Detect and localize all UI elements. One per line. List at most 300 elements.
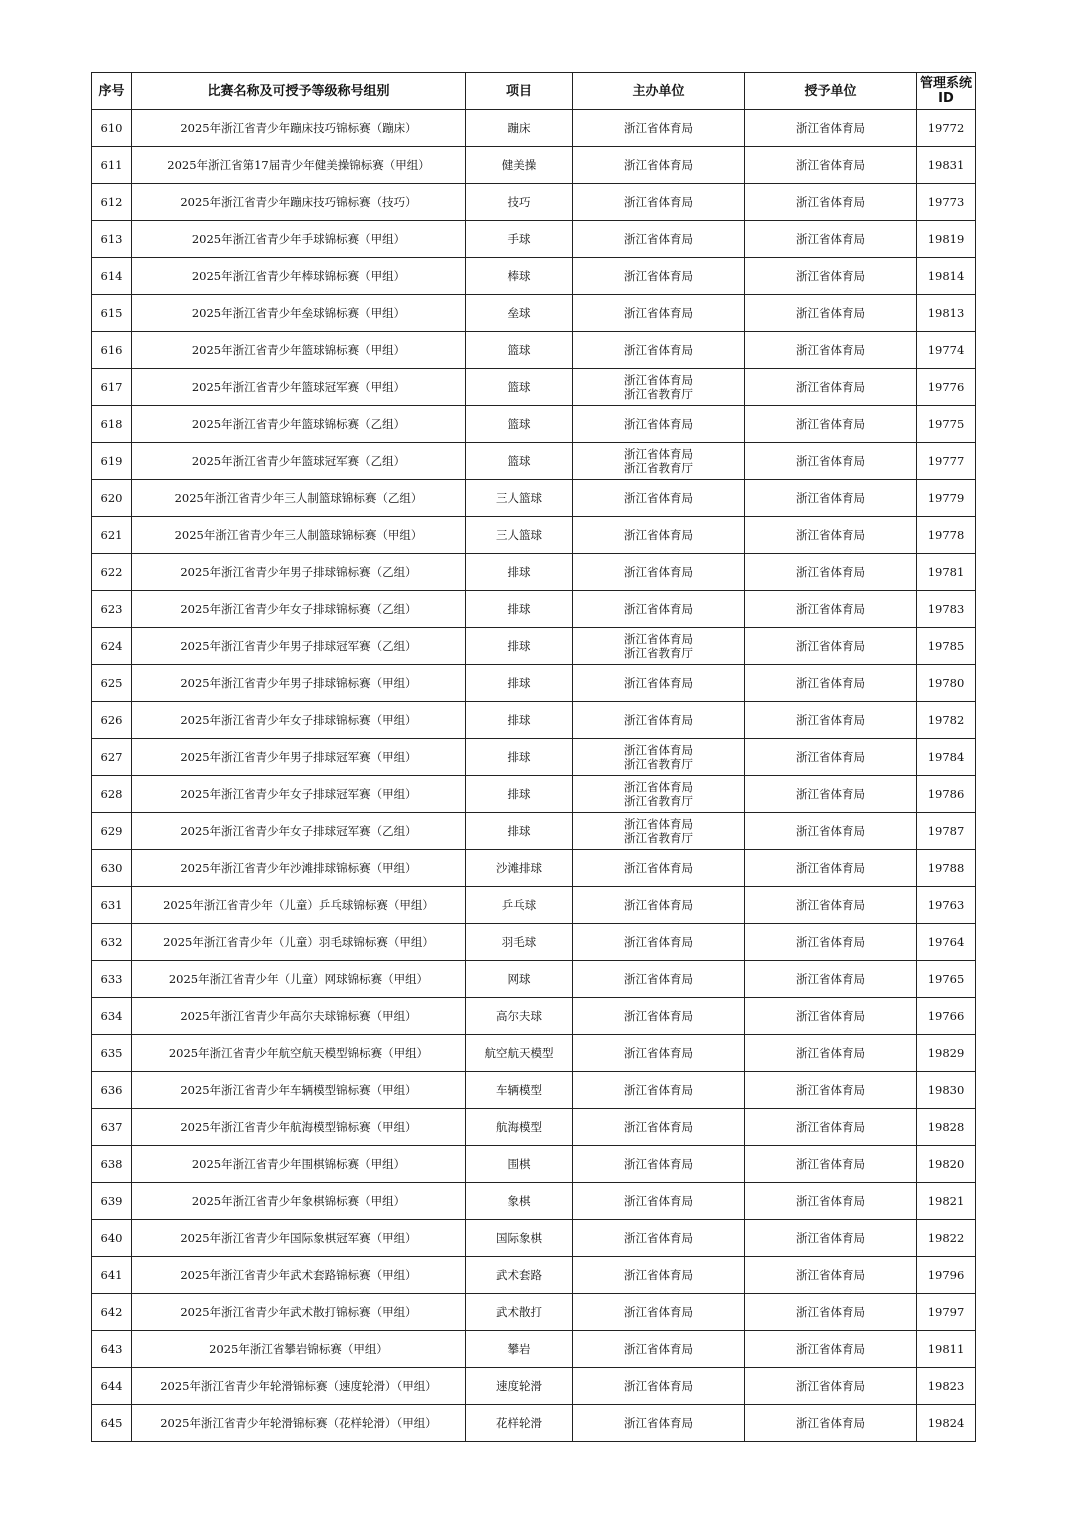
organizer-line: 浙江省体育局 [624,269,693,283]
competition-name-cell: 2025年浙江省青少年沙滩排球锦标赛（甲组） [132,850,466,887]
table-row [92,258,976,295]
seq-cell: 630 [92,850,132,887]
system-id-cell: 19797 [917,1294,976,1331]
system-id-cell: 19784 [917,739,976,776]
system-id-cell: 19829 [917,1035,976,1072]
organizer-cell [573,1072,745,1109]
organizer-cell [573,1035,745,1072]
header-system-id [917,73,976,110]
sport-cell: 技巧 [466,184,573,221]
seq-cell: 633 [92,961,132,998]
system-id-cell: 19772 [917,110,976,147]
competition-name-cell: 2025年浙江省青少年篮球锦标赛（乙组） [132,406,466,443]
sport-cell: 围棋 [466,1146,573,1183]
organizer-cell [573,998,745,1035]
sport-cell: 航空航天模型 [466,1035,573,1072]
system-id-cell: 19823 [917,1368,976,1405]
header-system-id-line1: 管理系统 [919,76,972,91]
seq-cell: 629 [92,813,132,850]
system-id-cell: 19830 [917,1072,976,1109]
system-id-cell: 19786 [917,776,976,813]
seq-cell: 634 [92,998,132,1035]
seq-cell: 623 [92,591,132,628]
system-id-cell: 19782 [917,702,976,739]
organizer-cell [573,517,745,554]
header-seq: 序号 [92,73,132,110]
grantor-cell: 浙江省体育局 [745,887,917,924]
competition-name-cell: 2025年浙江省青少年轮滑锦标赛（花样轮滑）（甲组） [132,1405,466,1442]
table-row [92,1294,976,1331]
grantor-cell: 浙江省体育局 [745,332,917,369]
organizer-line: 浙江省体育局 [624,1379,693,1393]
competition-name-cell: 2025年浙江省青少年航空航天模型锦标赛（甲组） [132,1035,466,1072]
system-id-cell: 19763 [917,887,976,924]
competition-name-cell: 2025年浙江省青少年男子排球冠军赛（甲组） [132,739,466,776]
organizer-line: 浙江省体育局 [624,1231,693,1245]
organizer-line: 浙江省体育局 [624,632,693,646]
competition-name-cell: 2025年浙江省青少年男子排球冠军赛（乙组） [132,628,466,665]
system-id-cell: 19778 [917,517,976,554]
organizer-line: 浙江省体育局 [624,195,693,209]
header-row [92,73,976,110]
grantor-cell: 浙江省体育局 [745,554,917,591]
organizer-line: 浙江省体育局 [624,373,693,387]
table-row [92,665,976,702]
seq-cell: 614 [92,258,132,295]
seq-cell: 620 [92,480,132,517]
table-row [92,184,976,221]
organizer-line: 浙江省体育局 [624,343,693,357]
organizer-line: 浙江省体育局 [624,1046,693,1060]
system-id-cell: 19766 [917,998,976,1035]
organizer-cell [573,1294,745,1331]
seq-cell: 645 [92,1405,132,1442]
competition-name-cell: 2025年浙江省青少年女子排球冠军赛（乙组） [132,813,466,850]
sport-cell: 排球 [466,813,573,850]
grantor-cell: 浙江省体育局 [745,1035,917,1072]
sport-cell: 排球 [466,554,573,591]
organizer-line: 浙江省体育局 [624,565,693,579]
system-id-cell: 19764 [917,924,976,961]
table-row [92,147,976,184]
table-row [92,1035,976,1072]
organizer-line: 浙江省体育局 [624,935,693,949]
grantor-cell: 浙江省体育局 [745,850,917,887]
table-row [92,480,976,517]
organizer-line: 浙江省体育局 [624,1194,693,1208]
competition-name-cell: 2025年浙江省青少年航海模型锦标赛（甲组） [132,1109,466,1146]
seq-cell: 626 [92,702,132,739]
competition-name-cell: 2025年浙江省青少年象棋锦标赛（甲组） [132,1183,466,1220]
organizer-line: 浙江省教育厅 [624,757,693,771]
sport-cell: 篮球 [466,443,573,480]
organizer-cell [573,110,745,147]
sport-cell: 武术套路 [466,1257,573,1294]
sport-cell: 健美操 [466,147,573,184]
system-id-cell: 19824 [917,1405,976,1442]
system-id-cell: 19777 [917,443,976,480]
seq-cell: 621 [92,517,132,554]
system-id-cell: 19775 [917,406,976,443]
organizer-line: 浙江省体育局 [624,417,693,431]
table-row [92,998,976,1035]
sport-cell: 攀岩 [466,1331,573,1368]
seq-cell: 617 [92,369,132,406]
grantor-cell: 浙江省体育局 [745,1257,917,1294]
competition-name-cell: 2025年浙江省青少年（儿童）乒乓球锦标赛（甲组） [132,887,466,924]
organizer-cell [573,776,745,813]
table-row [92,1257,976,1294]
table-row [92,406,976,443]
grantor-cell: 浙江省体育局 [745,702,917,739]
organizer-cell [573,1331,745,1368]
organizer-cell [573,628,745,665]
system-id-cell: 19831 [917,147,976,184]
seq-cell: 625 [92,665,132,702]
grantor-cell: 浙江省体育局 [745,998,917,1035]
seq-cell: 627 [92,739,132,776]
organizer-cell [573,702,745,739]
table-row [92,1072,976,1109]
grantor-cell: 浙江省体育局 [745,369,917,406]
system-id-cell: 19776 [917,369,976,406]
organizer-line: 浙江省教育厅 [624,794,693,808]
system-id-cell: 19781 [917,554,976,591]
organizer-cell [573,1368,745,1405]
organizer-line: 浙江省教育厅 [624,831,693,845]
organizer-line: 浙江省体育局 [624,1416,693,1430]
organizer-cell [573,480,745,517]
sport-cell: 国际象棋 [466,1220,573,1257]
table-row [92,443,976,480]
organizer-cell [573,332,745,369]
sport-cell: 三人篮球 [466,480,573,517]
organizer-line: 浙江省教育厅 [624,646,693,660]
seq-cell: 612 [92,184,132,221]
seq-cell: 635 [92,1035,132,1072]
seq-cell: 638 [92,1146,132,1183]
table-row [92,628,976,665]
competition-name-cell: 2025年浙江省青少年国际象棋冠军赛（甲组） [132,1220,466,1257]
competition-name-cell: 2025年浙江省青少年篮球冠军赛（甲组） [132,369,466,406]
organizer-cell [573,665,745,702]
seq-cell: 610 [92,110,132,147]
header-system-id-line2: ID [938,91,954,106]
organizer-cell [573,443,745,480]
competition-name-cell: 2025年浙江省青少年垒球锦标赛（甲组） [132,295,466,332]
organizer-line: 浙江省体育局 [624,1083,693,1097]
competition-name-cell: 2025年浙江省第17届青少年健美操锦标赛（甲组） [132,147,466,184]
competition-name-cell: 2025年浙江省青少年武术散打锦标赛（甲组） [132,1294,466,1331]
seq-cell: 631 [92,887,132,924]
system-id-cell: 19813 [917,295,976,332]
grantor-cell: 浙江省体育局 [745,1405,917,1442]
grantor-cell: 浙江省体育局 [745,1331,917,1368]
competition-name-cell: 2025年浙江省青少年棒球锦标赛（甲组） [132,258,466,295]
table-row [92,110,976,147]
table-row [92,1109,976,1146]
table-row [92,1331,976,1368]
sport-cell: 排球 [466,591,573,628]
organizer-line: 浙江省体育局 [624,1157,693,1171]
sport-cell: 排球 [466,776,573,813]
table-row [92,517,976,554]
organizer-line: 浙江省体育局 [624,1305,693,1319]
competition-name-cell: 2025年浙江省青少年高尔夫球锦标赛（甲组） [132,998,466,1035]
sport-cell: 乒乓球 [466,887,573,924]
sport-cell: 排球 [466,665,573,702]
grantor-cell: 浙江省体育局 [745,961,917,998]
competition-name-cell: 2025年浙江省青少年篮球锦标赛（甲组） [132,332,466,369]
seq-cell: 624 [92,628,132,665]
system-id-cell: 19773 [917,184,976,221]
competition-name-cell: 2025年浙江省青少年蹦床技巧锦标赛（蹦床） [132,110,466,147]
organizer-cell [573,1220,745,1257]
sport-cell: 象棋 [466,1183,573,1220]
competition-name-cell: 2025年浙江省青少年三人制篮球锦标赛（乙组） [132,480,466,517]
system-id-cell: 19821 [917,1183,976,1220]
organizer-cell [573,184,745,221]
sport-cell: 篮球 [466,406,573,443]
organizer-cell [573,406,745,443]
table-row [92,295,976,332]
grantor-cell: 浙江省体育局 [745,776,917,813]
table-body [92,110,976,1442]
competition-name-cell: 2025年浙江省青少年男子排球锦标赛（甲组） [132,665,466,702]
seq-cell: 636 [92,1072,132,1109]
sport-cell: 棒球 [466,258,573,295]
grantor-cell: 浙江省体育局 [745,665,917,702]
organizer-line: 浙江省体育局 [624,158,693,172]
sport-cell: 车辆模型 [466,1072,573,1109]
table-row [92,221,976,258]
seq-cell: 643 [92,1331,132,1368]
sport-cell: 三人篮球 [466,517,573,554]
organizer-cell [573,554,745,591]
system-id-cell: 19814 [917,258,976,295]
grantor-cell: 浙江省体育局 [745,184,917,221]
seq-cell: 616 [92,332,132,369]
table-row [92,591,976,628]
seq-cell: 615 [92,295,132,332]
organizer-line: 浙江省体育局 [624,817,693,831]
sport-cell: 航海模型 [466,1109,573,1146]
organizer-line: 浙江省体育局 [624,676,693,690]
organizer-cell [573,961,745,998]
sport-cell: 排球 [466,702,573,739]
grantor-cell: 浙江省体育局 [745,406,917,443]
seq-cell: 644 [92,1368,132,1405]
grantor-cell: 浙江省体育局 [745,628,917,665]
system-id-cell: 19779 [917,480,976,517]
competition-name-cell: 2025年浙江省青少年武术套路锦标赛（甲组） [132,1257,466,1294]
organizer-cell [573,1257,745,1294]
seq-cell: 637 [92,1109,132,1146]
grantor-cell: 浙江省体育局 [745,295,917,332]
grantor-cell: 浙江省体育局 [745,739,917,776]
organizer-cell [573,924,745,961]
competition-name-cell: 2025年浙江省青少年手球锦标赛（甲组） [132,221,466,258]
organizer-cell [573,813,745,850]
grantor-cell: 浙江省体育局 [745,1072,917,1109]
sport-cell: 蹦床 [466,110,573,147]
seq-cell: 639 [92,1183,132,1220]
organizer-line: 浙江省体育局 [624,121,693,135]
organizer-line: 浙江省体育局 [624,1009,693,1023]
sport-cell: 垒球 [466,295,573,332]
grantor-cell: 浙江省体育局 [745,591,917,628]
organizer-cell [573,591,745,628]
sport-cell: 网球 [466,961,573,998]
competition-name-cell: 2025年浙江省青少年围棋锦标赛（甲组） [132,1146,466,1183]
organizer-line: 浙江省体育局 [624,1342,693,1356]
competition-name-cell: 2025年浙江省青少年女子排球锦标赛（甲组） [132,702,466,739]
table-row [92,702,976,739]
sport-cell: 羽毛球 [466,924,573,961]
competition-name-cell: 2025年浙江省攀岩锦标赛（甲组） [132,1331,466,1368]
system-id-cell: 19819 [917,221,976,258]
organizer-cell [573,258,745,295]
table-row [92,332,976,369]
table-row [92,850,976,887]
grantor-cell: 浙江省体育局 [745,480,917,517]
table-row [92,1405,976,1442]
sport-cell: 排球 [466,739,573,776]
seq-cell: 618 [92,406,132,443]
organizer-line: 浙江省体育局 [624,447,693,461]
header-organizer: 主办单位 [573,73,745,110]
system-id-cell: 19774 [917,332,976,369]
seq-cell: 632 [92,924,132,961]
sport-cell: 花样轮滑 [466,1405,573,1442]
grantor-cell: 浙江省体育局 [745,1294,917,1331]
seq-cell: 611 [92,147,132,184]
organizer-cell [573,295,745,332]
competition-name-cell: 2025年浙江省青少年轮滑锦标赛（速度轮滑）（甲组） [132,1368,466,1405]
grantor-cell: 浙江省体育局 [745,924,917,961]
organizer-line: 浙江省体育局 [624,602,693,616]
system-id-cell: 19783 [917,591,976,628]
organizer-line: 浙江省体育局 [624,1268,693,1282]
grantor-cell: 浙江省体育局 [745,221,917,258]
seq-cell: 622 [92,554,132,591]
organizer-line: 浙江省教育厅 [624,387,693,401]
sport-cell: 速度轮滑 [466,1368,573,1405]
organizer-cell [573,887,745,924]
organizer-line: 浙江省体育局 [624,232,693,246]
table-row [92,1183,976,1220]
organizer-line: 浙江省体育局 [624,528,693,542]
sport-cell: 沙滩排球 [466,850,573,887]
organizer-cell [573,850,745,887]
organizer-line: 浙江省体育局 [624,743,693,757]
system-id-cell: 19822 [917,1220,976,1257]
grantor-cell: 浙江省体育局 [745,1109,917,1146]
table-row [92,924,976,961]
table-row [92,739,976,776]
competition-name-cell: 2025年浙江省青少年女子排球锦标赛（乙组） [132,591,466,628]
seq-cell: 642 [92,1294,132,1331]
grantor-cell: 浙江省体育局 [745,147,917,184]
system-id-cell: 19811 [917,1331,976,1368]
grantor-cell: 浙江省体育局 [745,517,917,554]
organizer-line: 浙江省体育局 [624,780,693,794]
organizer-cell [573,1405,745,1442]
sport-cell: 高尔夫球 [466,998,573,1035]
organizer-cell [573,147,745,184]
grantor-cell: 浙江省体育局 [745,1146,917,1183]
sport-cell: 篮球 [466,332,573,369]
table-row [92,1220,976,1257]
table-row [92,554,976,591]
competition-name-cell: 2025年浙江省青少年（儿童）羽毛球锦标赛（甲组） [132,924,466,961]
competition-name-cell: 2025年浙江省青少年（儿童）网球锦标赛（甲组） [132,961,466,998]
competition-name-cell: 2025年浙江省青少年男子排球锦标赛（乙组） [132,554,466,591]
organizer-cell [573,369,745,406]
grantor-cell: 浙江省体育局 [745,813,917,850]
table-row [92,776,976,813]
system-id-cell: 19828 [917,1109,976,1146]
table-row [92,1368,976,1405]
seq-cell: 640 [92,1220,132,1257]
grantor-cell: 浙江省体育局 [745,1368,917,1405]
table-row [92,887,976,924]
sport-cell: 武术散打 [466,1294,573,1331]
grantor-cell: 浙江省体育局 [745,258,917,295]
organizer-cell [573,1183,745,1220]
organizer-line: 浙江省体育局 [624,898,693,912]
competition-name-cell: 2025年浙江省青少年车辆模型锦标赛（甲组） [132,1072,466,1109]
system-id-cell: 19785 [917,628,976,665]
competition-name-cell: 2025年浙江省青少年三人制篮球锦标赛（甲组） [132,517,466,554]
table-row [92,961,976,998]
system-id-cell: 19780 [917,665,976,702]
system-id-cell: 19765 [917,961,976,998]
header-grantor: 授予单位 [745,73,917,110]
organizer-cell [573,739,745,776]
competition-table [91,72,976,1442]
grantor-cell: 浙江省体育局 [745,443,917,480]
seq-cell: 613 [92,221,132,258]
seq-cell: 628 [92,776,132,813]
table-row [92,813,976,850]
organizer-line: 浙江省体育局 [624,861,693,875]
organizer-cell [573,221,745,258]
competition-name-cell: 2025年浙江省青少年蹦床技巧锦标赛（技巧） [132,184,466,221]
organizer-line: 浙江省教育厅 [624,461,693,475]
sport-cell: 手球 [466,221,573,258]
header-competition-name: 比赛名称及可授予等级称号组别 [132,73,466,110]
grantor-cell: 浙江省体育局 [745,110,917,147]
system-id-cell: 19788 [917,850,976,887]
competition-name-cell: 2025年浙江省青少年篮球冠军赛（乙组） [132,443,466,480]
table-row [92,1146,976,1183]
organizer-line: 浙江省体育局 [624,1120,693,1134]
sport-cell: 篮球 [466,369,573,406]
seq-cell: 641 [92,1257,132,1294]
organizer-line: 浙江省体育局 [624,306,693,320]
organizer-cell [573,1109,745,1146]
seq-cell: 619 [92,443,132,480]
grantor-cell: 浙江省体育局 [745,1183,917,1220]
organizer-line: 浙江省体育局 [624,491,693,505]
competition-name-cell: 2025年浙江省青少年女子排球冠军赛（甲组） [132,776,466,813]
table-row [92,369,976,406]
header-sport: 项目 [466,73,573,110]
organizer-cell [573,1146,745,1183]
system-id-cell: 19820 [917,1146,976,1183]
organizer-line: 浙江省体育局 [624,713,693,727]
